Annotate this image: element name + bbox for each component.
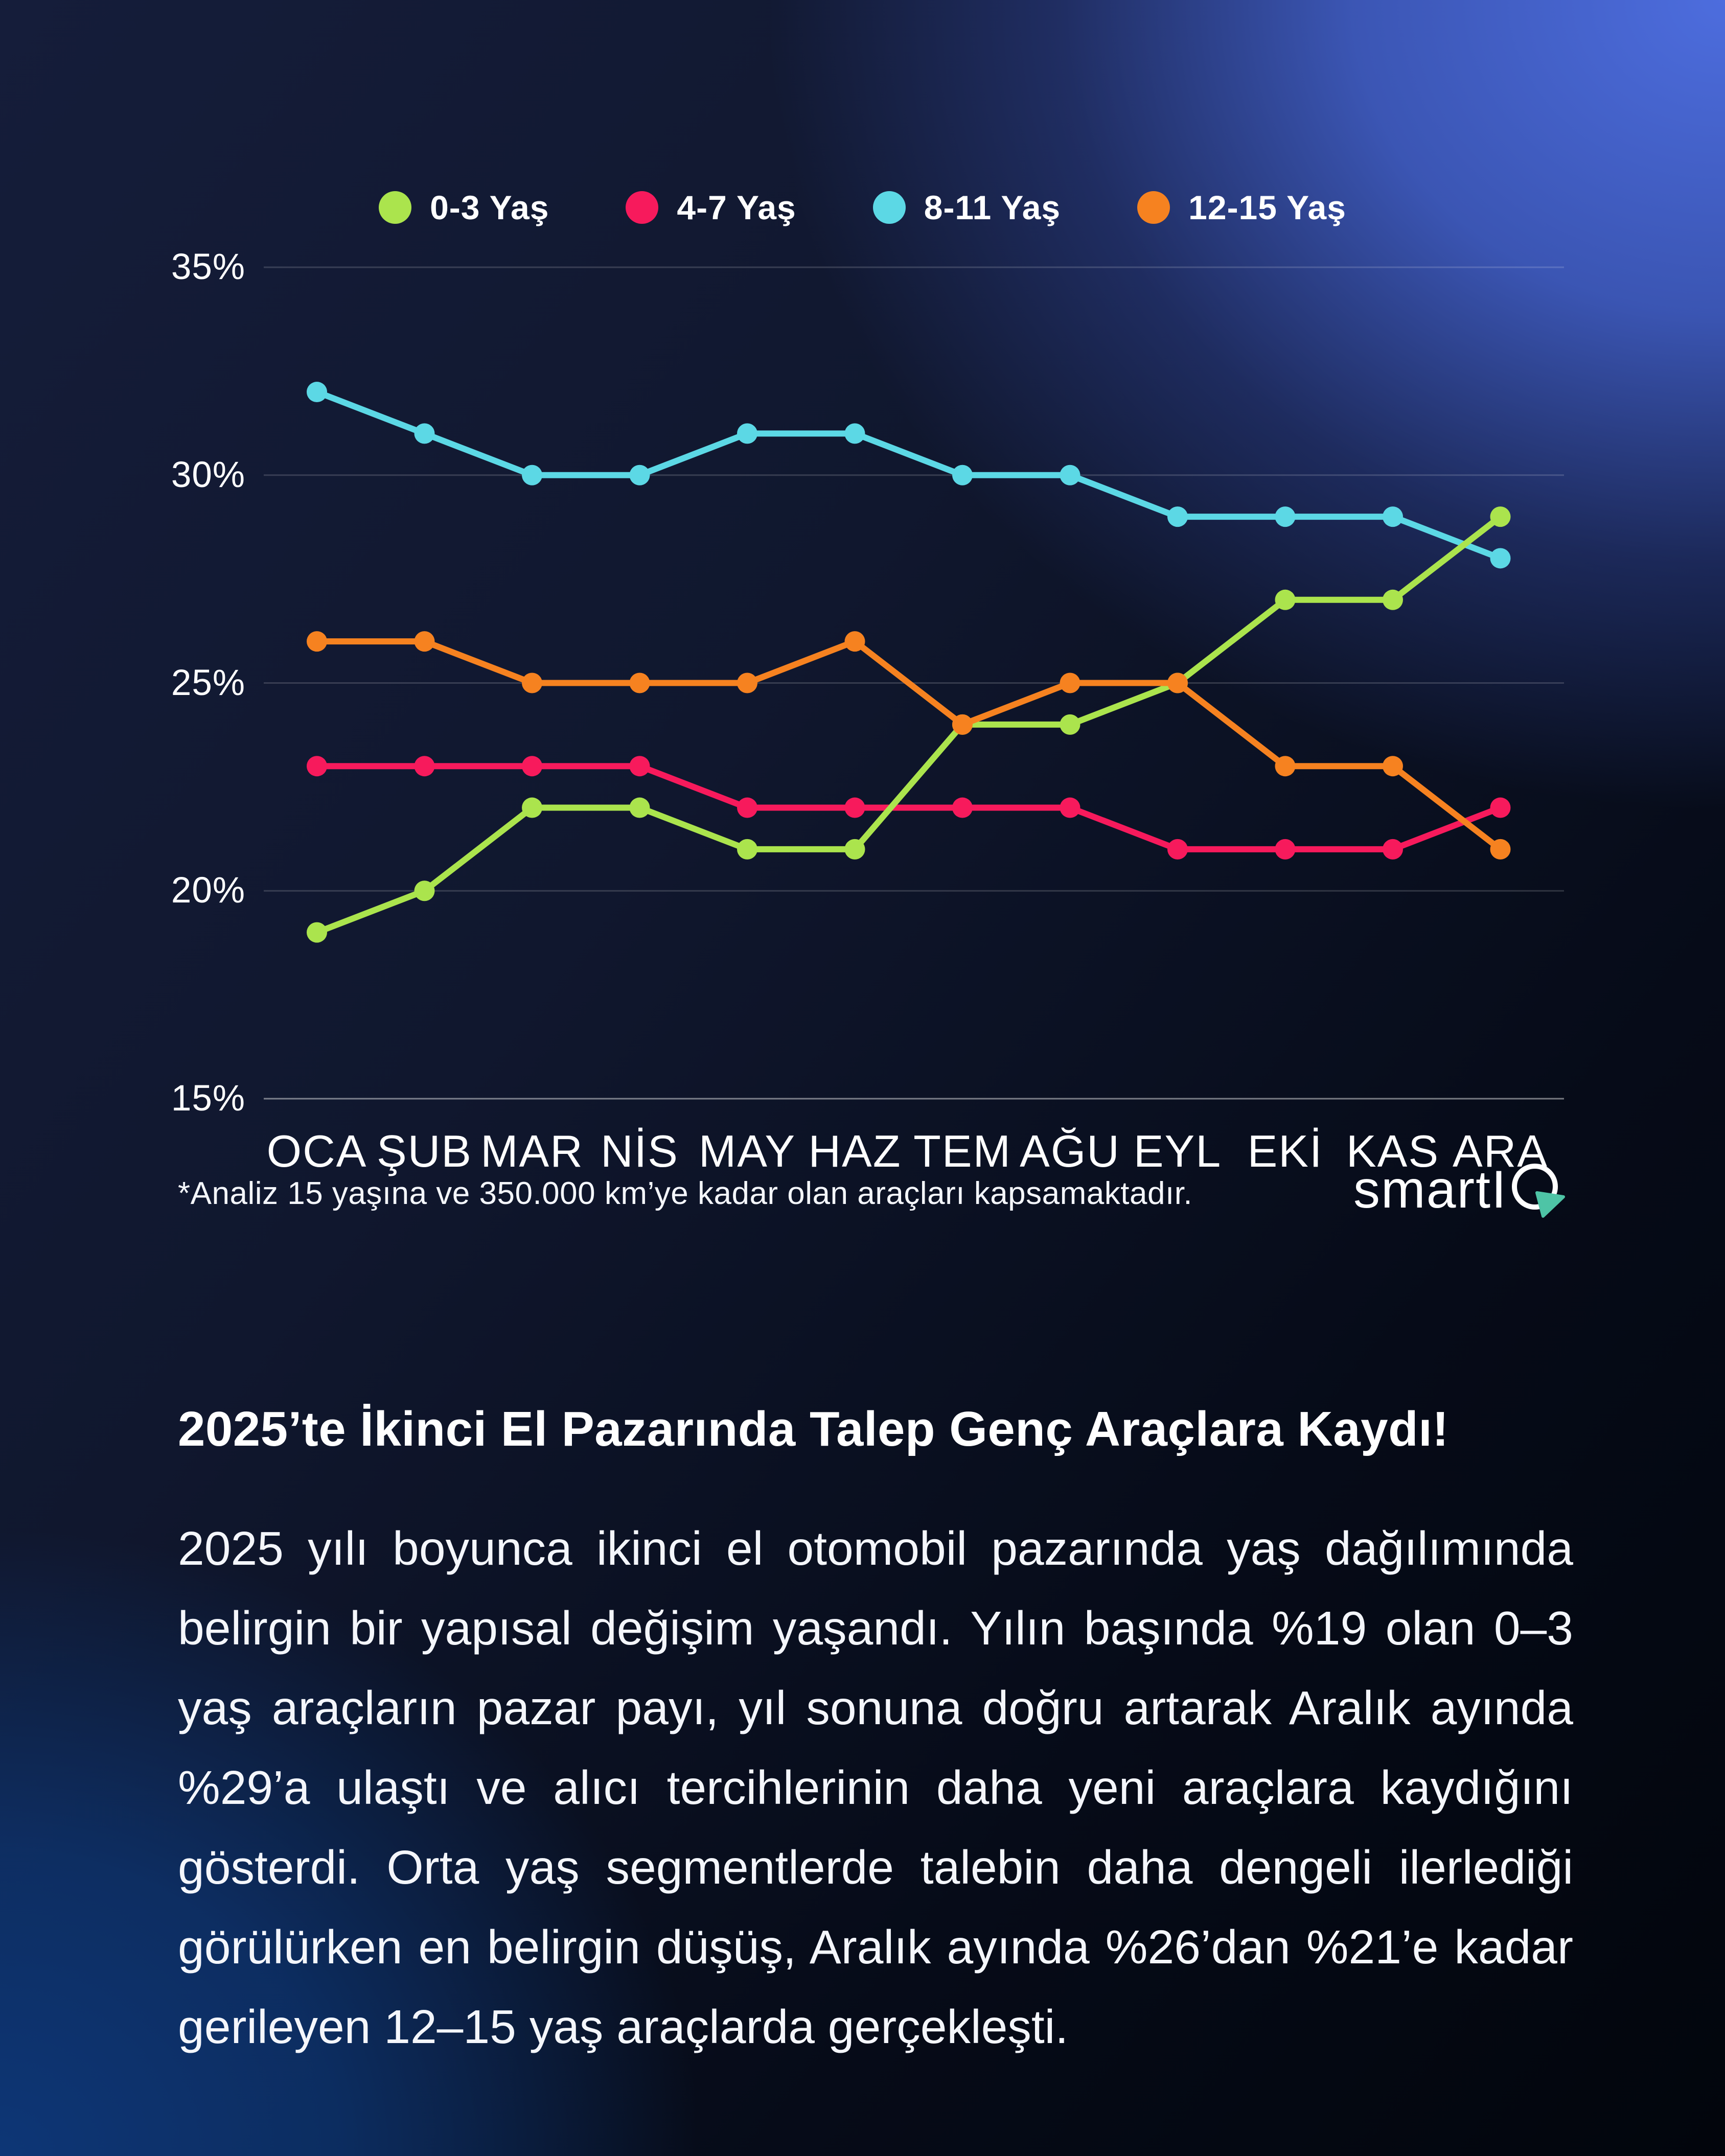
data-point-4-7 Yaş-OCA [307, 756, 327, 776]
y-tick-30: 30% [171, 454, 245, 495]
x-tick-EKİ: EKİ [1247, 1126, 1323, 1176]
data-point-0-3 Yaş-AĞU [1060, 714, 1080, 735]
data-point-12-15 Yaş-EYL [1167, 673, 1188, 693]
x-tick-EYL: EYL [1133, 1126, 1222, 1176]
x-tick-ARA: ARA [1453, 1126, 1548, 1176]
smartiq-logo [1353, 1161, 1567, 1218]
data-point-8-11 Yaş-AĞU [1060, 465, 1080, 485]
data-point-8-11 Yaş-ŞUB [415, 423, 435, 444]
legend-label: 8-11 Yaş [924, 189, 1061, 226]
y-tick-35: 35% [171, 247, 245, 287]
logo-q-icon [1509, 1161, 1567, 1218]
logo-q-wedge-icon [1537, 1193, 1563, 1216]
data-point-4-7 Yaş-ŞUB [415, 756, 435, 776]
data-point-8-11 Yaş-ARA [1490, 548, 1511, 568]
data-point-4-7 Yaş-ARA [1490, 798, 1511, 818]
data-point-12-15 Yaş-EKİ [1275, 756, 1296, 776]
data-point-12-15 Yaş-MAY [737, 673, 757, 693]
x-tick-OCA: OCA [266, 1126, 367, 1176]
data-point-4-7 Yaş-AĞU [1060, 798, 1080, 818]
article-body: 2025 yılı boyunca ikinci el otomobil pazarında yaş dağılımında belirgin bir yapısal değişim yaşandı. Yılın başında %19 olan 0–3 yaş araçların pazar payı, yıl sonuna doğru artarak Aralık ayında %29’a ulaştı ve alıcı tercihlerinin daha yeni araçlara kaydığını gösterdi. Orta yaş segmentlerde talebin daha dengeli ilerlediği görülürken en belirgin düşüş, Aralık ayında %26’dan %21’e kadar gerileyen 12–15 yaş araçlarda gerçekleşti. [178, 1522, 1573, 2053]
data-point-12-15 Yaş-NİS [630, 673, 650, 693]
y-tick-20: 20% [171, 870, 245, 911]
data-point-12-15 Yaş-KAS [1383, 756, 1403, 776]
x-tick-AĞU: AĞU [1020, 1126, 1120, 1176]
data-point-8-11 Yaş-EKİ [1275, 506, 1296, 527]
chart-footnote: *Analiz 15 yaşına ve 350.000 km’ye kadar olan araçları kapsamaktadır. [178, 1176, 1193, 1211]
series-line-12-15 Yaş [317, 641, 1501, 849]
data-point-12-15 Yaş-ARA [1490, 839, 1511, 860]
data-point-4-7 Yaş-MAY [737, 798, 757, 818]
data-point-0-3 Yaş-MAY [737, 839, 757, 860]
data-point-4-7 Yaş-EKİ [1275, 839, 1296, 860]
data-point-8-11 Yaş-TEM [952, 465, 973, 485]
y-tick-15: 15% [171, 1078, 245, 1119]
x-tick-MAY: MAY [698, 1126, 796, 1176]
data-point-8-11 Yaş-NİS [630, 465, 650, 485]
data-point-8-11 Yaş-MAR [522, 465, 542, 485]
y-tick-25: 25% [171, 662, 245, 703]
data-point-12-15 Yaş-AĞU [1060, 673, 1080, 693]
data-point-0-3 Yaş-OCA [307, 922, 327, 943]
data-point-4-7 Yaş-MAR [522, 756, 542, 776]
data-point-4-7 Yaş-KAS [1383, 839, 1403, 860]
data-point-4-7 Yaş-HAZ [845, 798, 865, 818]
x-tick-HAZ: HAZ [808, 1126, 902, 1176]
legend-label: 12-15 Yaş [1188, 189, 1346, 226]
data-point-0-3 Yaş-MAR [522, 798, 542, 818]
data-point-4-7 Yaş-TEM [952, 798, 973, 818]
data-point-12-15 Yaş-MAR [522, 673, 542, 693]
data-point-12-15 Yaş-ŞUB [415, 631, 435, 652]
data-point-12-15 Yaş-HAZ [845, 631, 865, 652]
x-tick-NİS: NİS [601, 1126, 679, 1176]
legend-label: 0-3 Yaş [430, 189, 549, 226]
series-line-0-3 Yaş [317, 517, 1501, 933]
data-point-0-3 Yaş-ARA [1490, 506, 1511, 527]
data-point-0-3 Yaş-NİS [630, 798, 650, 818]
data-point-4-7 Yaş-NİS [630, 756, 650, 776]
logo-text: smartI [1353, 1160, 1507, 1219]
data-point-12-15 Yaş-TEM [952, 714, 973, 735]
data-point-0-3 Yaş-EKİ [1275, 590, 1296, 610]
data-point-4-7 Yaş-EYL [1167, 839, 1188, 860]
data-point-0-3 Yaş-KAS [1383, 590, 1403, 610]
x-tick-ŞUB: ŞUB [377, 1126, 472, 1176]
article-title: 2025’te İkinci El Pazarında Talep Genç Araçlara Kaydı! [178, 1402, 1449, 1456]
data-point-8-11 Yaş-OCA [307, 382, 327, 402]
data-point-0-3 Yaş-HAZ [845, 839, 865, 860]
data-point-8-11 Yaş-KAS [1383, 506, 1403, 527]
x-tick-MAR: MAR [480, 1126, 584, 1176]
data-point-8-11 Yaş-MAY [737, 423, 757, 444]
data-point-0-3 Yaş-ŞUB [415, 880, 435, 901]
data-point-8-11 Yaş-HAZ [845, 423, 865, 444]
data-point-12-15 Yaş-OCA [307, 631, 327, 652]
data-point-8-11 Yaş-EYL [1167, 506, 1188, 527]
x-tick-KAS: KAS [1346, 1126, 1440, 1176]
x-tick-TEM: TEM [913, 1126, 1011, 1176]
legend-label: 4-7 Yaş [677, 189, 796, 226]
